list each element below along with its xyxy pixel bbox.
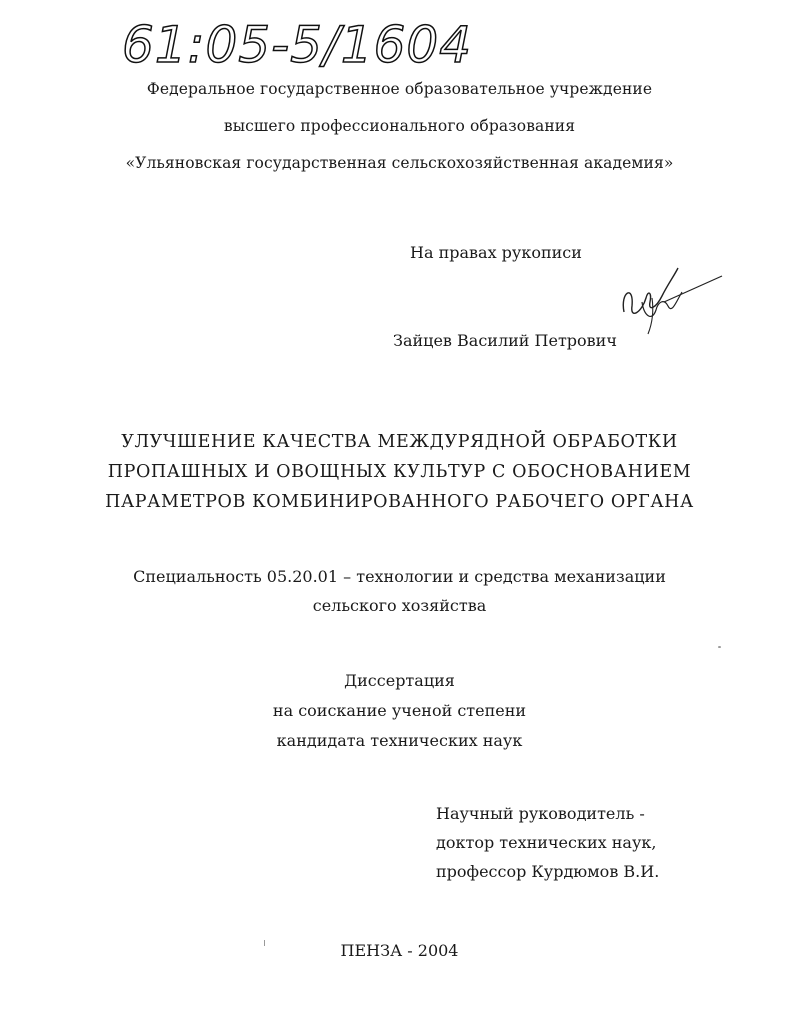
author-name: Зайцев Василий Петрович bbox=[393, 331, 617, 350]
dissertation-type: Диссертация bbox=[344, 671, 455, 690]
institution-line-2: высшего профессионального образования bbox=[223, 117, 576, 135]
degree-line-2: кандидата технических наук bbox=[276, 731, 523, 750]
scan-speck bbox=[718, 646, 721, 648]
supervisor-degree: доктор технических наук, bbox=[436, 833, 657, 852]
supervisor-heading: Научный руководитель - bbox=[436, 804, 645, 823]
manuscript-note: На правах рукописи bbox=[410, 243, 582, 262]
dissertation-title-line-1: УЛУЧШЕНИЕ КАЧЕСТВА МЕЖДУРЯДНОЙ ОБРАБОТКИ bbox=[121, 432, 678, 452]
registration-number: 61:05-5/1604 bbox=[122, 16, 473, 74]
degree-line-1: на соискание ученой степени bbox=[272, 701, 527, 720]
place-year: ПЕНЗА - 2004 bbox=[340, 941, 459, 960]
registration-number-handwritten bbox=[120, 6, 520, 74]
signature bbox=[612, 262, 724, 336]
scan-speck bbox=[264, 940, 265, 946]
supervisor-name: профессор Курдюмов В.И. bbox=[436, 862, 660, 881]
dissertation-title-line-3: ПАРАМЕТРОВ КОМБИНИРОВАННОГО РАБОЧЕГО ОРГАНА bbox=[105, 492, 694, 512]
dissertation-title-line-2: ПРОПАШНЫХ И ОВОЩНЫХ КУЛЬТУР С ОБОСНОВАНИЕМ bbox=[107, 462, 692, 482]
specialty-line-1: Специальность 05.20.01 – технологии и средства механизации bbox=[133, 567, 666, 586]
institution-line-3: «Ульяновская государственная сельскохозяйственная академия» bbox=[125, 154, 674, 172]
institution-line-1: Федеральное государственное образовательное учреждение bbox=[146, 80, 653, 98]
specialty-line-2: сельского хозяйства bbox=[312, 596, 487, 615]
